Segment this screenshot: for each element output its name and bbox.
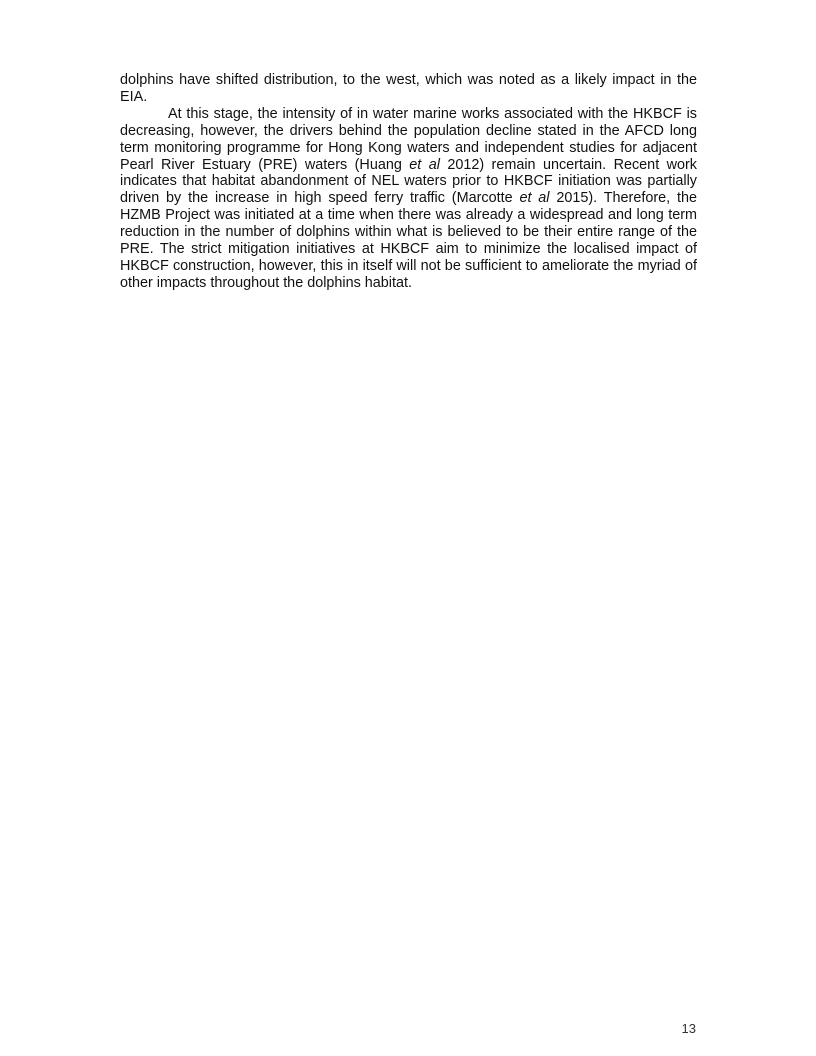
body-text <box>120 72 697 292</box>
paragraph-text-part: 2015). Therefore, the HZMB Project was initiated at a time when there was already a widespread and long term reduction in the number of dolphins within what is believed to be their entire range of the PRE. The strict mitigation initiatives at HKBCF aim to minimize the localised impact of HKBCF construction, however, this in itself will not be sufficient to ameliorate the myriad of other impacts throughout the dolphins habitat. <box>120 190 697 291</box>
citation-et-al: et al <box>409 156 440 173</box>
paragraph-text: dolphins have shifted distribution, to the west, which was noted as a likely impact in the EIA. <box>120 72 697 105</box>
paragraph-main <box>120 106 697 292</box>
paragraph-text-part: 2012) remain uncertain. Recent work indicates that habitat abandonment of NEL waters prior to HKBCF initiation was partially driven by the increase in high speed ferry traffic (Marcotte <box>120 156 697 207</box>
paragraph-text-part: At this stage, the intensity of in water marine works associated with the HKBCF is decreasing, however, the drivers behind the population decline stated in the AFCD long term monitoring programme for Hong Kong waters and independent studies for adjacent Pearl River Estuary (PRE) waters (Huang <box>120 105 697 173</box>
page-number: 13 <box>681 1021 696 1036</box>
citation-et-al: et al <box>519 190 550 207</box>
paragraph-continuation <box>120 72 697 106</box>
